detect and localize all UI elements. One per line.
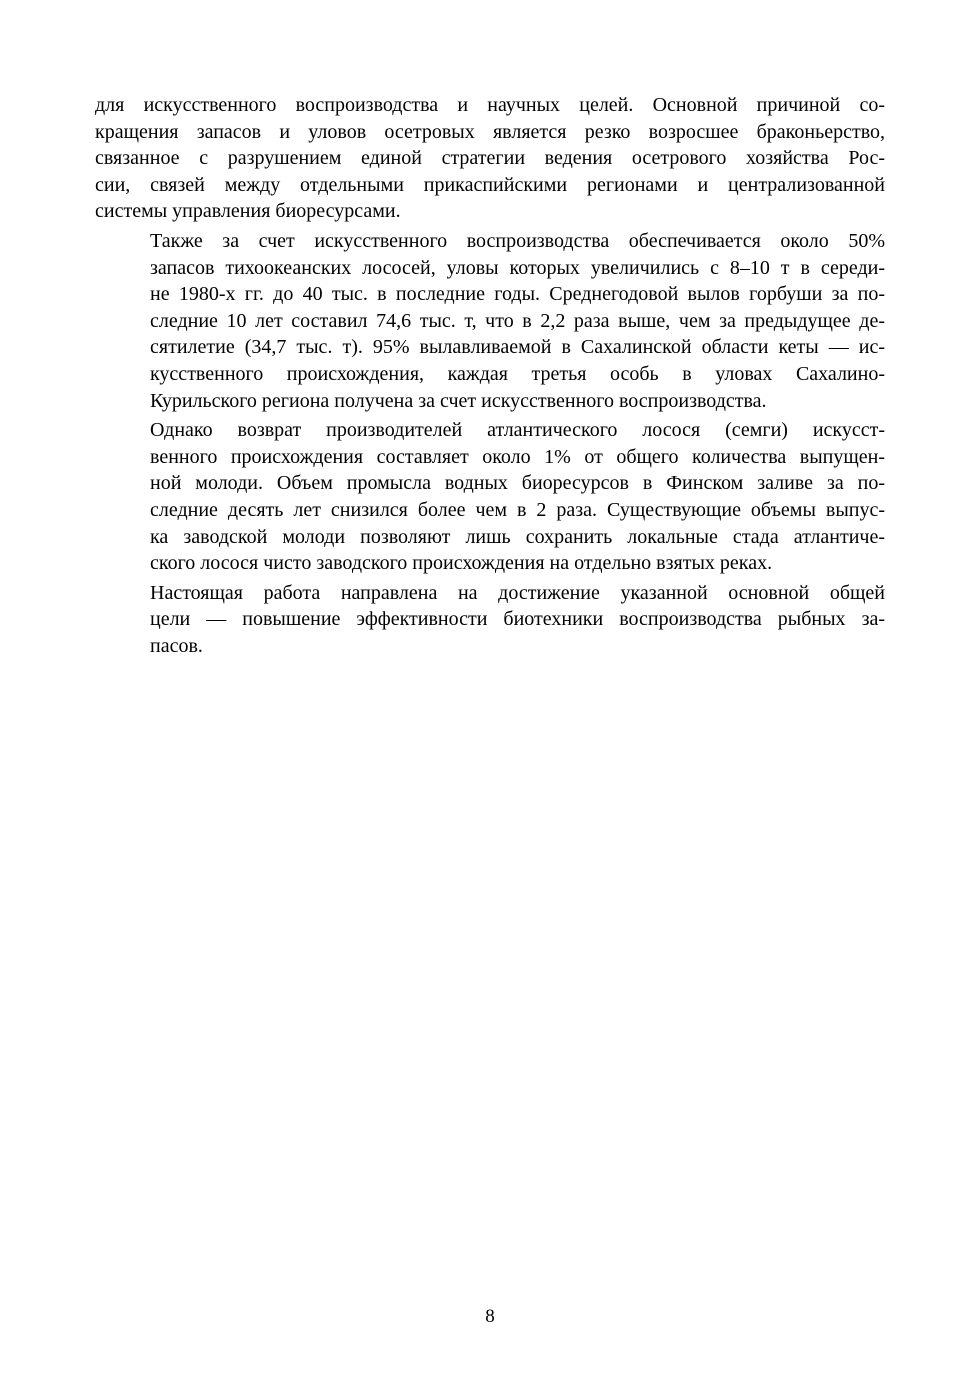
text-line: следние десять лет снизился более чем в 2 раза. Существующие объемы выпус- (150, 498, 885, 521)
text-line: Настоящая работа направлена на достижение указанной основной общей (150, 581, 885, 604)
paragraph-2 (95, 228, 885, 414)
text-line: связанное с разрушением единой стратегии ведения осетрового хозяйства Рос- (95, 147, 885, 170)
text-line: Курильского региона получена за счет искусственного воспроизводства. (150, 389, 767, 412)
text-line: сии, связей между отдельными прикаспийскими регионами и централизованной (95, 173, 885, 196)
text-line: не 1980-х гг. до 40 тыс. в последние годы. Среднегодовой вылов горбуши за по- (150, 283, 885, 306)
paragraph-4 (95, 580, 885, 660)
text-line: кращения запасов и уловов осетровых является резко возросшее браконьерство, (95, 120, 885, 143)
text-line: венного происхождения составляет около 1% от общего количества выпущен- (150, 445, 885, 468)
text-line: Также за счет искусственного воспроизводства обеспечивается около 50% (150, 229, 885, 252)
paragraph-1 (95, 92, 885, 225)
text-line: Однако возврат производителей атлантического лосося (семги) искусст- (150, 419, 885, 442)
text-line: пасов. (150, 634, 203, 657)
text-line: запасов тихоокеанских лососей, уловы которых увеличились с 8–10 т в середи- (150, 256, 885, 279)
text-line: ского лосося чисто заводского происхождения на отдельно взятых реках. (150, 552, 773, 575)
text-line: следние 10 лет составил 74,6 тыс. т, что в 2,2 раза выше, чем за предыдущее де- (150, 309, 885, 332)
paragraph-3 (95, 417, 885, 577)
page-number: 8 (485, 1306, 495, 1327)
text-line: для искусственного воспроизводства и научных целей. Основной причиной со- (95, 94, 885, 116)
text-line: цели — повышение эффективности биотехники воспроизводства рыбных за- (150, 608, 885, 631)
page-body (95, 92, 885, 659)
text-line: системы управления биоресурсами. (95, 200, 401, 223)
text-line: кусственного происхождения, каждая третья особь в уловах Сахалино- (150, 362, 885, 385)
text-line: ка заводской молоди позволяют лишь сохранить локальные стада атлантиче- (150, 525, 885, 548)
text-line: ной молоди. Объем промысла водных биоресурсов в Финском заливе за по- (150, 472, 885, 495)
text-line: сятилетие (34,7 тыс. т). 95% вылавливаемой в Сахалинской области кеты — ис- (150, 336, 885, 359)
